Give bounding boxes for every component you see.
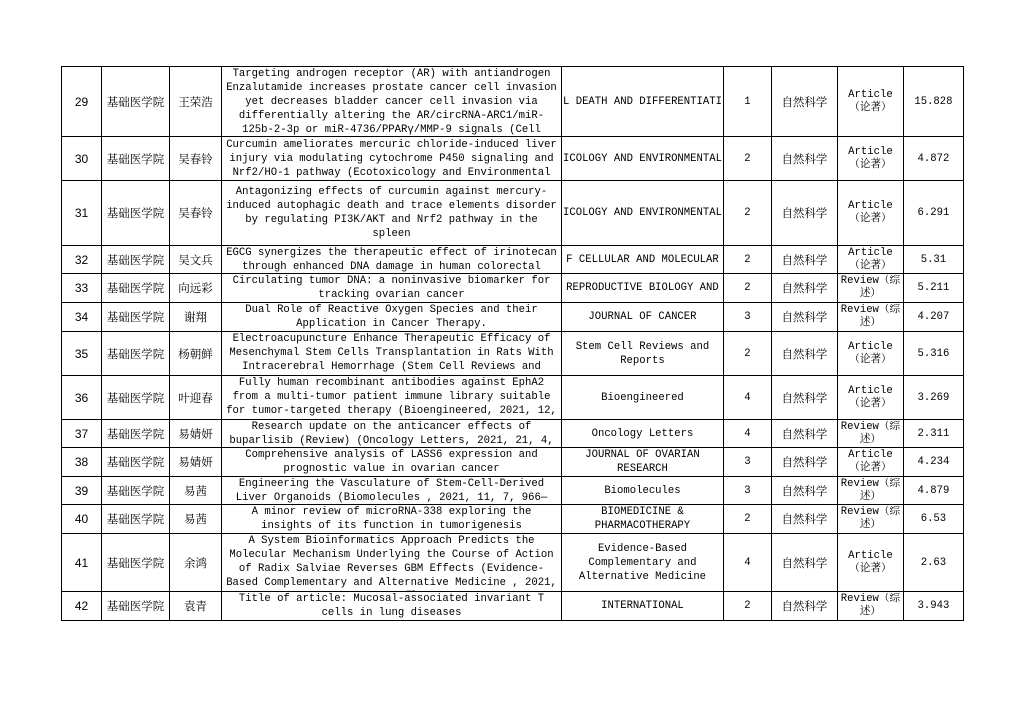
category-cell-text: 自然科学 <box>781 310 828 324</box>
journal-cell <box>562 137 724 181</box>
title-cell <box>222 137 562 181</box>
row-number <box>62 534 102 592</box>
impact-factor-cell <box>903 332 963 376</box>
category-cell <box>771 332 837 376</box>
author-cell-text: 谢翔 <box>184 310 207 324</box>
journal-cell-text: Evidence-Based Complementary and Alternative Medicine <box>578 542 707 583</box>
type-cell <box>837 181 903 246</box>
journal-cell <box>562 534 724 592</box>
row-number <box>62 303 102 332</box>
author-cell-text: 易婧妍 <box>178 455 213 469</box>
title-cell <box>222 274 562 303</box>
impact-factor-cell-text: 4.872 <box>917 152 950 165</box>
row-number <box>62 477 102 505</box>
journal-cell <box>562 420 724 448</box>
author-count-cell <box>723 181 771 246</box>
type-cell <box>837 592 903 621</box>
college-cell-text: 基础医学院 <box>106 426 165 441</box>
type-cell <box>837 246 903 274</box>
category-cell-text: 自然科学 <box>781 346 828 361</box>
row-number <box>62 420 102 448</box>
journal-cell-text: ICOLOGY AND ENVIRONMENTAL <box>563 207 722 219</box>
type-cell-text: Review（综述） <box>840 304 901 329</box>
author-count-cell <box>723 67 771 137</box>
journal-cell-text: Bioengineered <box>601 391 684 404</box>
impact-factor-cell <box>903 420 963 448</box>
type-cell-text: Article（论著） <box>848 145 893 171</box>
category-cell-text: 自然科学 <box>781 206 828 220</box>
author-count-cell-text: 2 <box>744 600 751 612</box>
title-cell <box>222 534 562 592</box>
impact-factor-cell <box>903 137 963 181</box>
table-row <box>62 376 964 420</box>
author-count-cell <box>723 332 771 376</box>
author-cell <box>170 303 222 332</box>
title-cell <box>222 376 562 420</box>
author-cell-text: 易茜 <box>184 512 207 526</box>
spreadsheet-page <box>61 66 964 621</box>
college-cell-text: 基础医学院 <box>106 151 165 166</box>
title-cell-text: Title of article: Mucosal-associated invariant T cells in lung diseases <box>238 593 545 619</box>
impact-factor-cell <box>903 246 963 274</box>
journal-cell-text: L DEATH AND DIFFERENTIATI <box>563 95 722 108</box>
author-cell-text: 袁青 <box>184 599 207 613</box>
title-cell <box>222 477 562 505</box>
title-cell <box>222 303 562 332</box>
title-cell-text: Curcumin ameliorates mercuric chloride-induced liver injury via modulating cytochrome P450 signaling and Nrf2/HO-1 pathway (Ecotoxicology and Environmental <box>226 138 557 179</box>
row-number-text: 35 <box>74 346 89 361</box>
author-cell <box>170 181 222 246</box>
author-count-cell-text: 1 <box>744 95 751 108</box>
college-cell <box>102 448 170 477</box>
row-number-text: 32 <box>74 252 89 267</box>
row-number-text: 31 <box>74 206 89 220</box>
author-count-cell <box>723 137 771 181</box>
type-cell <box>837 303 903 332</box>
row-number-text: 29 <box>74 94 89 109</box>
college-cell-text: 基础医学院 <box>106 310 165 324</box>
journal-cell-text: Stem Cell Reviews and Reports <box>575 340 710 367</box>
type-cell-text: Article（论著） <box>848 246 893 272</box>
type-cell-text: Article（论著） <box>848 88 893 114</box>
row-number <box>62 505 102 534</box>
category-cell <box>771 534 837 592</box>
college-cell-text: 基础医学院 <box>106 281 165 295</box>
college-cell-text: 基础医学院 <box>106 206 165 220</box>
impact-factor-cell-text: 15.828 <box>914 95 953 108</box>
title-cell <box>222 67 562 137</box>
category-cell <box>771 448 837 477</box>
impact-factor-cell <box>903 592 963 621</box>
impact-factor-cell-text: 6.53 <box>920 513 947 525</box>
table-row <box>62 246 964 274</box>
author-cell-text: 吴文兵 <box>178 252 213 267</box>
journal-cell-text: Biomolecules <box>604 484 681 497</box>
college-cell-text: 基础医学院 <box>106 483 165 498</box>
journal-cell-text: F CELLULAR AND MOLECULAR <box>566 253 719 266</box>
impact-factor-cell-text: 6.291 <box>917 207 950 219</box>
author-count-cell <box>723 246 771 274</box>
type-cell <box>837 420 903 448</box>
title-cell-text: Circulating tumor DNA: a noninvasive biomarker for tracking ovarian cancer <box>232 275 551 301</box>
title-cell-text: EGCG synergizes the therapeutic effect of irinotecan through enhanced DNA damage in human colorectal <box>226 247 557 273</box>
category-cell <box>771 505 837 534</box>
college-cell-text: 基础医学院 <box>106 455 165 469</box>
college-cell <box>102 67 170 137</box>
author-count-cell <box>723 505 771 534</box>
title-cell <box>222 420 562 448</box>
author-cell <box>170 505 222 534</box>
title-cell-text: Engineering the Vasculature of Stem-Cell-Derived Liver Organoids (Biomolecules , 2021, 11, 7, 966— <box>235 478 548 504</box>
author-count-cell-text: 4 <box>744 391 751 404</box>
paper-list-table <box>61 66 964 621</box>
author-count-cell-text: 2 <box>744 253 751 266</box>
type-cell <box>837 448 903 477</box>
author-cell <box>170 67 222 137</box>
author-cell-text: 吴春铃 <box>178 206 213 220</box>
row-number-text: 39 <box>74 483 89 498</box>
journal-cell <box>562 274 724 303</box>
author-cell-text: 余鸿 <box>184 555 207 570</box>
author-count-cell-text: 4 <box>744 427 751 440</box>
impact-factor-cell-text: 2.311 <box>917 427 950 440</box>
type-cell <box>837 137 903 181</box>
table-row <box>62 534 964 592</box>
journal-cell <box>562 448 724 477</box>
journal-cell-text: ICOLOGY AND ENVIRONMENTAL <box>563 152 722 165</box>
row-number-text: 36 <box>74 390 89 405</box>
row-number-text: 41 <box>74 555 89 570</box>
journal-cell <box>562 477 724 505</box>
category-cell-text: 自然科学 <box>781 599 828 613</box>
college-cell-text: 基础医学院 <box>106 390 165 405</box>
row-number <box>62 137 102 181</box>
author-cell <box>170 246 222 274</box>
college-cell-text: 基础医学院 <box>106 346 165 361</box>
college-cell <box>102 420 170 448</box>
impact-factor-cell-text: 5.31 <box>920 253 947 266</box>
category-cell <box>771 181 837 246</box>
row-number-text: 34 <box>74 310 89 324</box>
category-cell-text: 自然科学 <box>781 151 828 166</box>
college-cell <box>102 376 170 420</box>
author-count-cell-text: 2 <box>744 513 751 525</box>
impact-factor-cell-text: 4.234 <box>917 456 950 468</box>
row-number <box>62 376 102 420</box>
row-number <box>62 274 102 303</box>
impact-factor-cell <box>903 448 963 477</box>
title-cell-text: Targeting androgen receptor (AR) with antiandrogen Enzalutamide increases prostate cancer cell invasion yet decreases bladder cancer cell invasion via differentially altering the AR/circRNA-ARC1/miR-125b-2-3p or miR-4736/PPARγ/MMP-9 signals (Cell <box>226 68 557 136</box>
title-cell-text: Electroacupuncture Enhance Therapeutic Efficacy of Mesenchymal Stem Cells Transplantation in Rats With Intracerebral Hemorrhage (Stem Cell Reviews and <box>229 333 554 373</box>
author-count-cell-text: 3 <box>744 484 751 497</box>
title-cell-text: A minor review of microRNA-338 exploring the insights of its function in tumorigenesis <box>251 506 532 532</box>
author-cell <box>170 420 222 448</box>
author-count-cell-text: 2 <box>744 207 751 219</box>
row-number-text: 42 <box>74 599 89 613</box>
category-cell-text: 自然科学 <box>781 426 828 441</box>
author-cell <box>170 592 222 621</box>
journal-cell-text: JOURNAL OF CANCER <box>588 311 697 323</box>
category-cell <box>771 274 837 303</box>
table-row <box>62 181 964 246</box>
title-cell-text: Fully human recombinant antibodies against EphA2 from a multi-tumor patient immune library suitable for tumor-targeted therapy (Bioengineered, 2021, 12, <box>226 377 557 417</box>
college-cell <box>102 534 170 592</box>
impact-factor-cell-text: 3.269 <box>917 391 950 404</box>
type-cell-text: Article（论著） <box>848 340 893 366</box>
journal-cell <box>562 376 724 420</box>
college-cell <box>102 274 170 303</box>
table-row <box>62 592 964 621</box>
author-cell <box>170 376 222 420</box>
table-row <box>62 303 964 332</box>
journal-cell <box>562 332 724 376</box>
title-cell-text: Antagonizing effects of curcumin against mercury-induced autophagic death and trace elements disorder by regulating PI3K/AKT and Nrf2 pathway in the spleen <box>226 186 557 240</box>
journal-cell <box>562 303 724 332</box>
journal-cell-text: REPRODUCTIVE BIOLOGY AND <box>566 282 719 294</box>
author-count-cell-text: 2 <box>744 282 751 294</box>
author-cell-text: 易婧妍 <box>178 426 213 441</box>
category-cell-text: 自然科学 <box>781 390 828 405</box>
title-cell-text: Dual Role of Reactive Oxygen Species and their Application in Cancer Therapy. <box>245 304 538 330</box>
category-cell-text: 自然科学 <box>781 281 828 295</box>
category-cell <box>771 246 837 274</box>
category-cell-text: 自然科学 <box>781 94 828 109</box>
type-cell-text: Review（综述） <box>840 275 901 300</box>
impact-factor-cell <box>903 477 963 505</box>
row-number <box>62 332 102 376</box>
category-cell <box>771 303 837 332</box>
type-cell-text: Review（综述） <box>840 477 901 503</box>
type-cell-text: Article（论著） <box>848 549 893 575</box>
journal-cell <box>562 505 724 534</box>
type-cell <box>837 477 903 505</box>
impact-factor-cell <box>903 505 963 534</box>
title-cell-text: A System Bioinformatics Approach Predicts the Molecular Mechanism Underlying the Course of Action of Radix Salviae Reverses GBM Effects (Evidence-Based Complementary and Alternative Medicine , 2021, <box>226 535 557 589</box>
author-cell <box>170 534 222 592</box>
impact-factor-cell <box>903 67 963 137</box>
author-count-cell <box>723 534 771 592</box>
author-cell <box>170 448 222 477</box>
category-cell-text: 自然科学 <box>781 252 828 267</box>
impact-factor-cell <box>903 181 963 246</box>
college-cell <box>102 181 170 246</box>
author-count-cell <box>723 376 771 420</box>
author-count-cell-text: 2 <box>744 347 751 360</box>
author-count-cell <box>723 477 771 505</box>
type-cell-text: Article（论著） <box>848 200 893 225</box>
title-cell <box>222 592 562 621</box>
table-row <box>62 137 964 181</box>
table-row <box>62 332 964 376</box>
college-cell-text: 基础医学院 <box>106 555 165 570</box>
category-cell-text: 自然科学 <box>781 483 828 498</box>
author-count-cell-text: 3 <box>744 311 751 323</box>
college-cell <box>102 303 170 332</box>
type-cell <box>837 376 903 420</box>
impact-factor-cell <box>903 534 963 592</box>
author-count-cell <box>723 420 771 448</box>
college-cell <box>102 477 170 505</box>
category-cell <box>771 420 837 448</box>
type-cell-text: Article（论著） <box>848 384 893 410</box>
table-row <box>62 477 964 505</box>
category-cell-text: 自然科学 <box>781 512 828 526</box>
row-number <box>62 448 102 477</box>
row-number <box>62 592 102 621</box>
title-cell <box>222 448 562 477</box>
journal-cell-text: JOURNAL OF OVARIAN RESEARCH <box>585 449 700 475</box>
title-cell <box>222 246 562 274</box>
author-cell-text: 向远彩 <box>178 281 213 295</box>
table-row <box>62 448 964 477</box>
category-cell <box>771 477 837 505</box>
title-cell <box>222 181 562 246</box>
type-cell-text: Review（综述） <box>840 420 901 446</box>
author-cell-text: 易茜 <box>184 483 207 498</box>
college-cell <box>102 332 170 376</box>
row-number <box>62 246 102 274</box>
journal-cell-text: Oncology Letters <box>591 427 694 440</box>
impact-factor-cell <box>903 303 963 332</box>
impact-factor-cell-text: 4.207 <box>917 311 950 323</box>
type-cell <box>837 67 903 137</box>
author-count-cell <box>723 303 771 332</box>
title-cell <box>222 332 562 376</box>
college-cell-text: 基础医学院 <box>106 599 165 613</box>
author-count-cell-text: 3 <box>744 456 751 468</box>
author-cell <box>170 477 222 505</box>
author-cell-text: 吴春铃 <box>178 151 213 166</box>
journal-cell-text: INTERNATIONAL <box>601 600 684 612</box>
title-cell-text: Comprehensive analysis of LASS6 expression and prognostic value in ovarian cancer <box>245 449 538 475</box>
row-number-text: 37 <box>74 426 89 441</box>
row-number <box>62 67 102 137</box>
journal-cell <box>562 246 724 274</box>
title-cell-text: Research update on the anticancer effects of buparlisib (Review) (Oncology Letters, 2021, 21, 4, <box>229 421 554 447</box>
row-number-text: 40 <box>74 512 89 526</box>
journal-cell <box>562 181 724 246</box>
row-number-text: 33 <box>74 281 89 295</box>
table-row <box>62 274 964 303</box>
type-cell-text: Review（综述） <box>840 593 901 618</box>
author-count-cell <box>723 592 771 621</box>
impact-factor-cell-text: 2.63 <box>920 556 947 569</box>
author-count-cell-text: 2 <box>744 152 751 165</box>
journal-cell <box>562 67 724 137</box>
category-cell <box>771 376 837 420</box>
impact-factor-cell-text: 5.211 <box>917 282 950 294</box>
category-cell-text: 自然科学 <box>781 555 828 570</box>
impact-factor-cell-text: 4.879 <box>917 484 950 497</box>
author-count-cell-text: 4 <box>744 556 751 569</box>
category-cell <box>771 67 837 137</box>
type-cell-text: Review（综述） <box>840 506 901 531</box>
journal-cell-text: BIOMEDICINE & PHARMACOTHERAPY <box>594 506 691 532</box>
author-count-cell <box>723 448 771 477</box>
impact-factor-cell-text: 3.943 <box>917 600 950 612</box>
college-cell <box>102 505 170 534</box>
author-cell <box>170 274 222 303</box>
type-cell <box>837 274 903 303</box>
category-cell <box>771 137 837 181</box>
college-cell-text: 基础医学院 <box>106 252 165 267</box>
impact-factor-cell <box>903 376 963 420</box>
type-cell <box>837 505 903 534</box>
author-cell-text: 叶迎春 <box>178 390 213 405</box>
row-number-text: 30 <box>74 151 89 166</box>
type-cell <box>837 332 903 376</box>
row-number-text: 38 <box>74 455 89 469</box>
type-cell <box>837 534 903 592</box>
table-row <box>62 67 964 137</box>
author-count-cell <box>723 274 771 303</box>
college-cell <box>102 246 170 274</box>
row-number <box>62 181 102 246</box>
author-cell-text: 王荣浩 <box>178 94 213 109</box>
author-cell <box>170 137 222 181</box>
table-row <box>62 505 964 534</box>
category-cell-text: 自然科学 <box>781 455 828 469</box>
title-cell <box>222 505 562 534</box>
impact-factor-cell-text: 5.316 <box>917 347 950 360</box>
journal-cell <box>562 592 724 621</box>
college-cell <box>102 592 170 621</box>
category-cell <box>771 592 837 621</box>
type-cell-text: Article（论著） <box>848 449 893 474</box>
author-cell-text: 杨朝鲜 <box>178 346 213 361</box>
college-cell <box>102 137 170 181</box>
college-cell-text: 基础医学院 <box>106 512 165 526</box>
author-cell <box>170 332 222 376</box>
college-cell-text: 基础医学院 <box>106 94 165 109</box>
impact-factor-cell <box>903 274 963 303</box>
table-row <box>62 420 964 448</box>
